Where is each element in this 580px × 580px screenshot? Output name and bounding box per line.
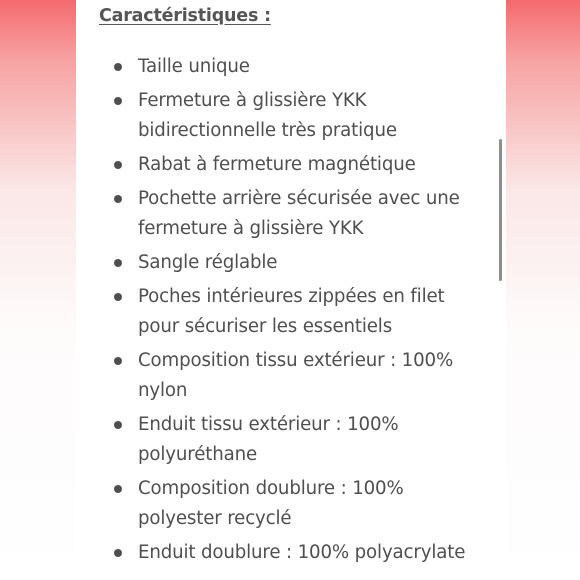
feature-text: Composition tissu extérieur : 100% nylon	[138, 350, 454, 401]
feature-text: Enduit doublure : 100% polyacrylate	[138, 542, 466, 563]
list-item	[76, 410, 483, 470]
features-list	[76, 52, 483, 572]
list-item	[76, 52, 483, 82]
list-item	[76, 282, 483, 342]
scrollbar-thumb[interactable]	[499, 139, 502, 281]
feature-text: Fermeture à glissière YKK bidirectionnelle très pratique	[138, 90, 397, 141]
list-item	[76, 184, 483, 244]
bullet-icon	[114, 161, 122, 169]
feature-text: Sangle réglable	[138, 252, 278, 273]
feature-text: Poches intérieures zippées en filet pour sécuriser les essentiels	[138, 286, 445, 337]
feature-text: Rabat à fermeture magnétique	[138, 154, 416, 175]
bullet-icon	[114, 259, 122, 267]
feature-text: Pochette arrière sécurisée avec une fermeture à glissière YKK	[138, 188, 460, 239]
list-item	[76, 150, 483, 180]
list-item	[76, 248, 483, 278]
bullet-icon	[114, 549, 122, 557]
list-item	[76, 538, 483, 568]
bullet-icon	[114, 63, 122, 71]
feature-text: Composition doublure : 100% polyester recyclé	[138, 478, 404, 529]
list-item	[76, 86, 483, 146]
bullet-icon	[114, 421, 122, 429]
bullet-icon	[114, 357, 122, 365]
bullet-icon	[114, 293, 122, 301]
feature-text: Enduit tissu extérieur : 100% polyuréthane	[138, 414, 399, 465]
bullet-icon	[114, 195, 122, 203]
product-details-panel	[76, 0, 506, 580]
bullet-icon	[114, 485, 122, 493]
section-heading: Caractéristiques :	[99, 6, 271, 26]
feature-text: Taille unique	[138, 56, 250, 77]
list-item	[76, 346, 483, 406]
bullet-icon	[114, 97, 122, 105]
list-item	[76, 474, 483, 534]
